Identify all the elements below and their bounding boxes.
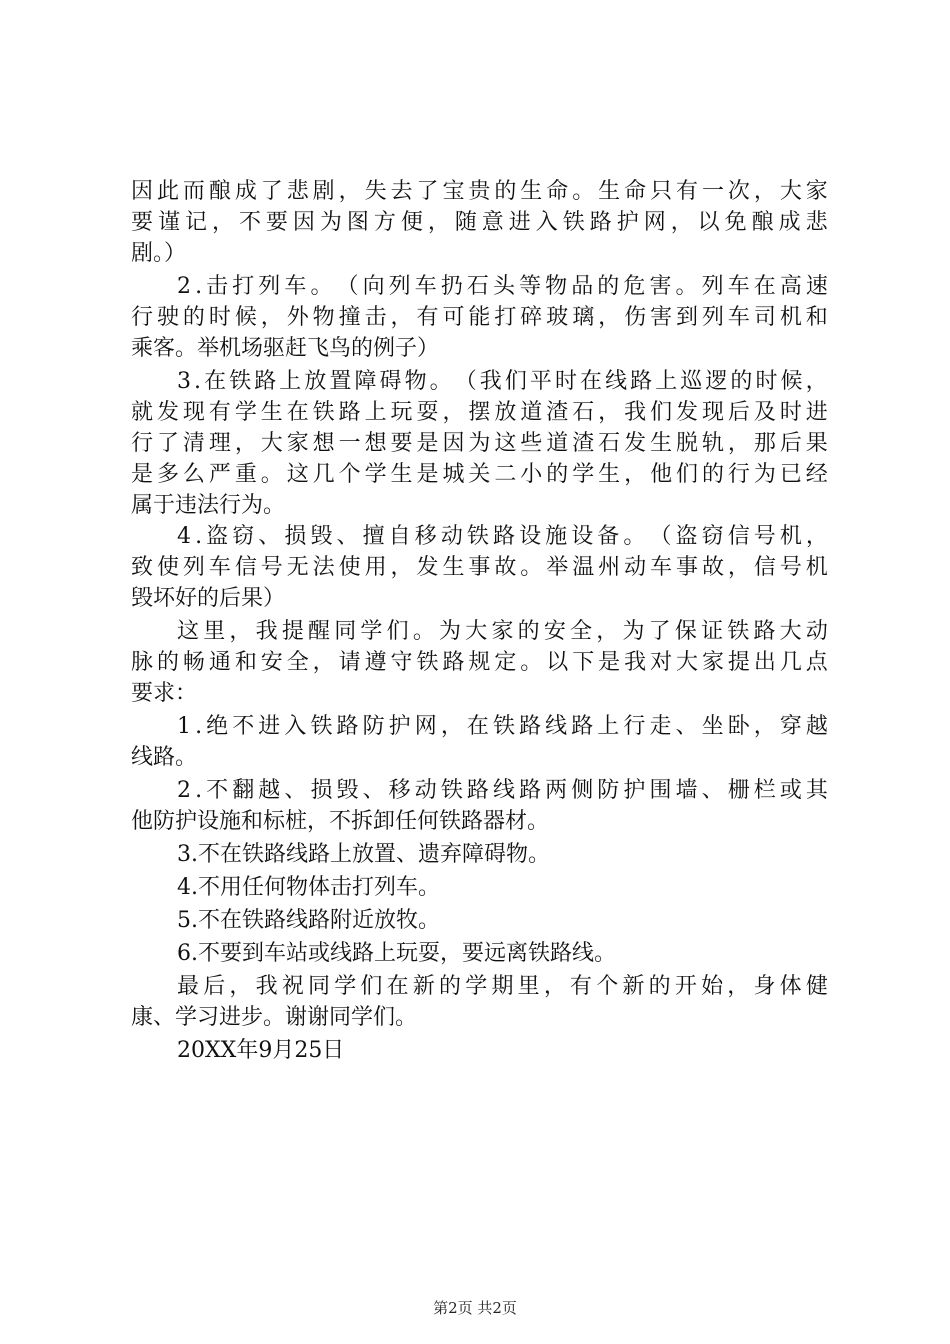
text-line: 乘客。举机场驱赶飞鸟的例子） [131, 336, 440, 361]
text-line: 要 谨 记 ， 不 要 因 为 图 方 便 ， 随 意 进 入 铁 路 护 网 ， 以 免 酿 成 悲 [131, 210, 828, 235]
text-line: 4 . 盗 窃 、 损 毁 、 擅 自 移 动 铁 路 设 施 设 备 。 （ 盗 窃 信 号 机 ， [177, 524, 828, 549]
text-line: 4.不用任何物体击打列车。 [177, 875, 440, 900]
text-line: 这 里 ， 我 提 醒 同 学 们 。 为 大 家 的 安 全 ， 为 了 保 证 铁 路 大 动 [177, 619, 828, 644]
text-line: 致 使 列 车 信 号 无 法 使 用 ， 发 生 事 故 。 举 温 州 动 车 事 故 ， 信 号 机 [131, 555, 828, 580]
text-line: 线路。 [131, 745, 198, 770]
text-line: 行 驶 的 时 候 ， 外 物 撞 击 ， 有 可 能 打 碎 玻 璃 ， 伤 害 到 列 车 司 机 和 [131, 305, 828, 330]
text-line: 2 . 击 打 列 车 。 （ 向 列 车 扔 石 头 等 物 品 的 危 害 。 列 车 在 高 速 [177, 274, 828, 299]
text-line: 行 了 清 理 ， 大 家 想 一 想 要 是 因 为 这 些 道 渣 石 发 生 脱 轨 ， 那 后 果 [131, 431, 828, 456]
text-line: 就 发 现 有 学 生 在 铁 路 上 玩 耍 ， 摆 放 道 渣 石 ， 我 们 发 现 后 及 时 进 [131, 400, 828, 425]
text-line: 是 多 么 严 重 。 这 几 个 学 生 是 城 关 二 小 的 学 生 ， 他 们 的 行 为 已 经 [131, 462, 828, 487]
text-line: 脉 的 畅 通 和 安 全 ， 请 遵 守 铁 路 规 定 。 以 下 是 我 对 大 家 提 出 几 点 [131, 650, 828, 675]
text-line: 属于违法行为。 [131, 493, 286, 518]
text-line: 康、学习进步。谢谢同学们。 [131, 1005, 418, 1030]
text-line: 2 . 不 翻 越 、 损 毁 、 移 动 铁 路 线 路 两 侧 防 护 围 墙 、 栅 栏 或 其 [177, 778, 828, 803]
text-line: 毁坏好的后果） [131, 586, 286, 611]
text-line: 3 . 在 铁 路 上 放 置 障 碍 物 。 （ 我 们 平 时 在 线 路 上 巡 逻 的 时 候 ， [177, 369, 828, 394]
text-line: 1 . 绝 不 进 入 铁 路 防 护 网 ， 在 铁 路 线 路 上 行 走 、 坐 卧 ， 穿 越 [177, 714, 828, 739]
text-line: 20XX年9月25日 [177, 1038, 345, 1063]
text-line: 6.不要到车站或线路上玩耍，要远离铁路线。 [177, 941, 616, 966]
text-line: 因 此 而 酿 成 了 悲 剧 ， 失 去 了 宝 贵 的 生 命 。 生 命 只 有 一 次 ， 大 家 [131, 179, 828, 204]
text-line: 5.不在铁路线路附近放牧。 [177, 908, 440, 933]
text-line: 3.不在铁路线路上放置、遗弃障碍物。 [177, 842, 550, 867]
text-line: 他防护设施和标桩，不拆卸任何铁路器材。 [131, 809, 550, 834]
text-line: 最 后 ， 我 祝 同 学 们 在 新 的 学 期 里 ， 有 个 新 的 开 始 ， 身 体 健 [177, 974, 828, 999]
text-line: 要求： [131, 681, 198, 706]
page-footer: 第2页 共2页 [433, 1299, 517, 1317]
text-line: 剧。） [131, 241, 187, 266]
